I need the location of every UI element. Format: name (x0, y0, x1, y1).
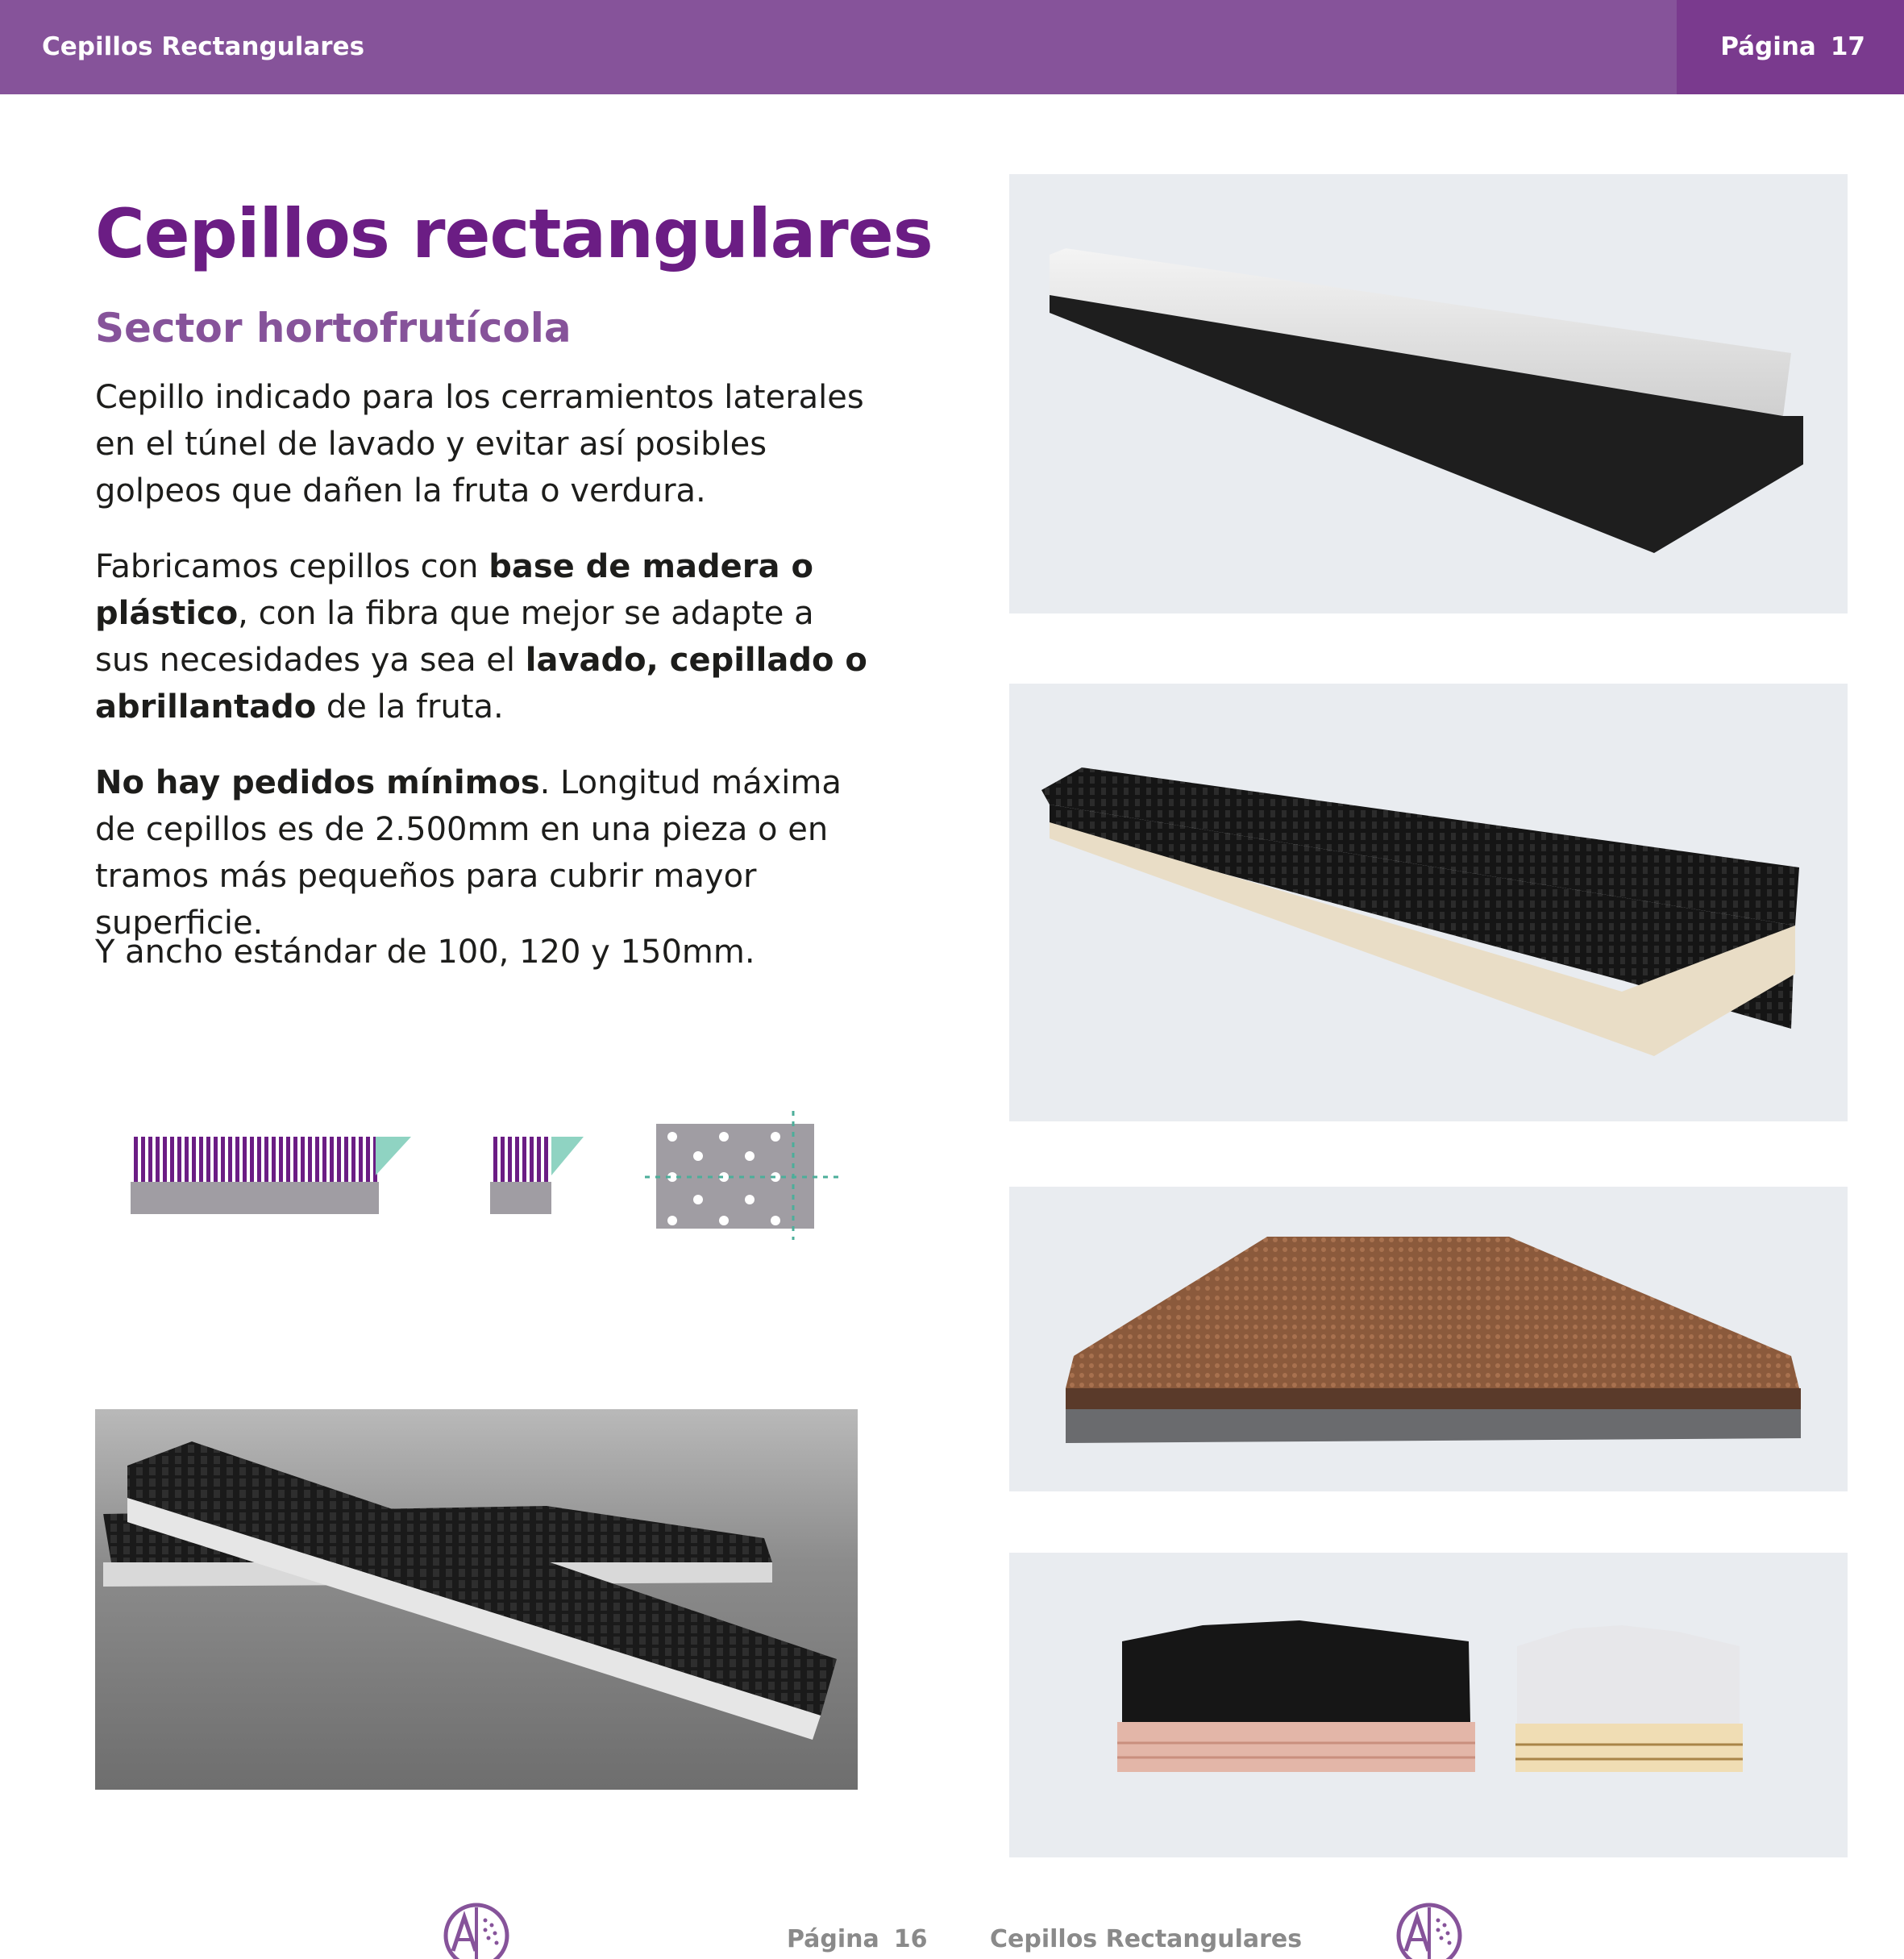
photo-brown-fiber-brush (1009, 1187, 1848, 1491)
page-subtitle: Sector hortofrutícola (95, 305, 572, 351)
paragraph-materials-text-3: de la fruta. (316, 688, 504, 726)
paragraph-materials-bold-1: base de madera o plástico (95, 548, 813, 632)
hole-pattern-diagram (645, 1111, 838, 1240)
footer-page-indicator (787, 1924, 928, 1956)
paragraph-usage: Cepillo indicado para los cerramientos laterales en el túnel de lavado y evitar así posibles golpeos que dañen la fruta o verdura. (95, 379, 864, 510)
photo-crossed-black-brushes (95, 1409, 858, 1790)
paragraph-widths: Y ancho estándar de 100, 120 y 150mm. (95, 934, 755, 971)
header-page-label: Página (1720, 32, 1816, 61)
paragraph-orders-text: . Longitud máxima de cepillos es de 2.500mm en una pieza o en tramos más pequeños para cubrir mayor superficie. (95, 764, 842, 942)
header-page-number: 17 (1830, 32, 1865, 61)
brush-side-profile-diagram (127, 1130, 418, 1219)
brush-end-profile-diagram (487, 1130, 592, 1219)
paragraph-orders (95, 759, 869, 946)
paragraph-orders-bold: No hay pedidos mínimos (95, 764, 540, 801)
bristles-icon (493, 1137, 548, 1182)
paragraph-materials-text-1: Fabricamos cepillos con (95, 548, 489, 585)
footer-page-number: 16 (893, 1925, 928, 1953)
header-bar (0, 0, 1904, 94)
paragraph-materials-bold-2: lavado, cepillado o abrillantado (95, 642, 867, 726)
footer-section-title: Cepillos Rectangulares (990, 1925, 1303, 1953)
photo-black-bristle-wood-brush (1009, 684, 1848, 1121)
header-page-indicator (1720, 31, 1865, 63)
paragraph-materials-text-2: , con la fibra que mejor se adapte a sus necesidades ya sea el (95, 595, 814, 679)
bristles-icon (134, 1137, 377, 1182)
company-logo-icon (442, 1901, 511, 1959)
paragraph-materials (95, 543, 869, 730)
header-section-title: Cepillos Rectangulares (42, 32, 365, 61)
page-title: Cepillos rectangulares (95, 194, 933, 273)
photo-white-bristle-brush (1009, 174, 1848, 613)
company-logo-icon (1395, 1901, 1464, 1959)
footer-page-label: Página (787, 1925, 879, 1953)
photo-two-brush-samples (1009, 1553, 1848, 1857)
header-page-box (1677, 0, 1904, 94)
